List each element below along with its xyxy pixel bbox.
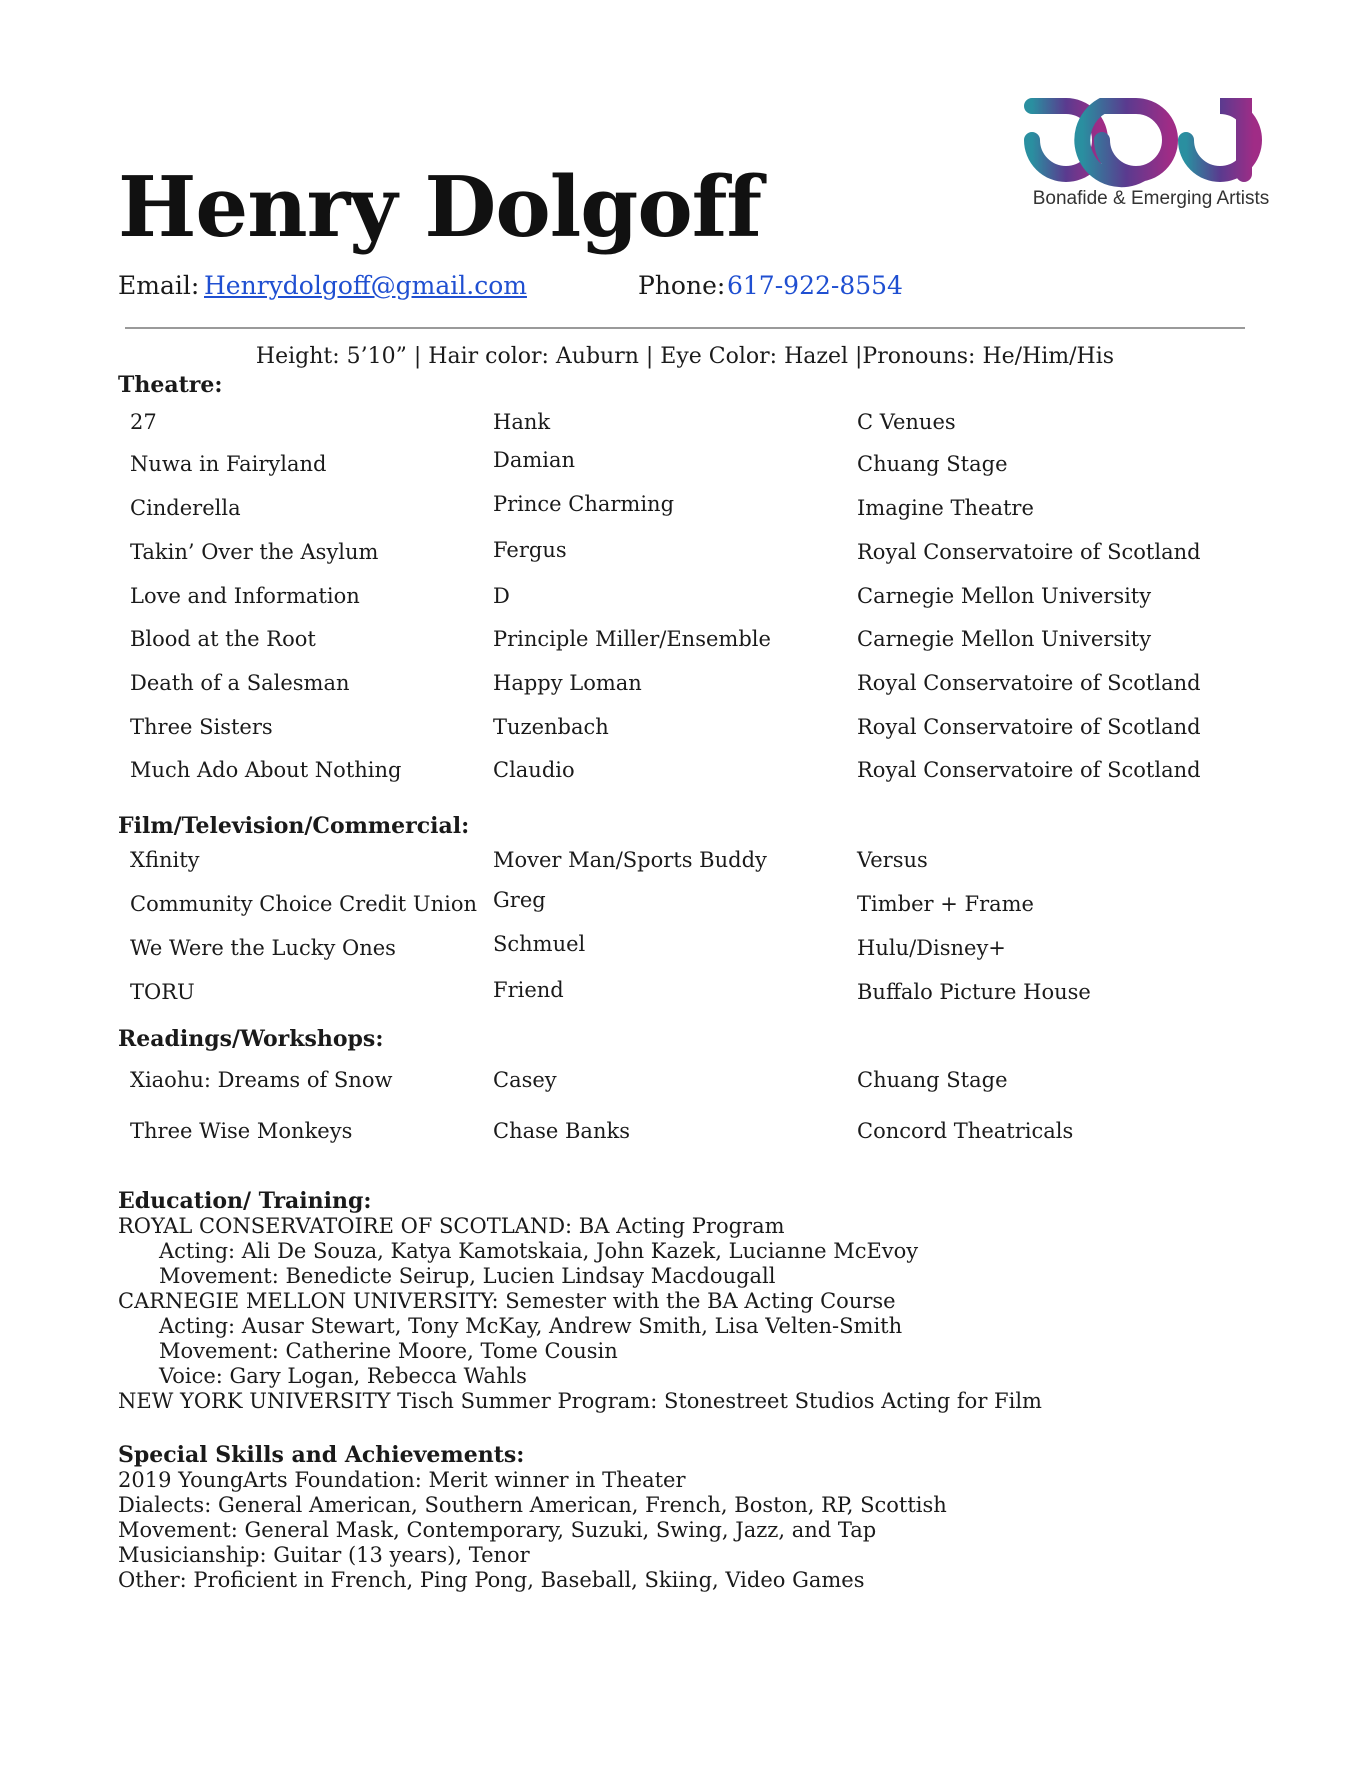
theatre-title: Blood at the Root — [130, 627, 316, 651]
education-line: NEW YORK UNIVERSITY Tisch Summer Program: Stonestreet Studios Acting for Film — [118, 1389, 1042, 1413]
film-role: Greg — [493, 888, 546, 912]
film-title: Xfinity — [130, 848, 200, 872]
film-role: Mover Man/Sports Buddy — [493, 848, 767, 872]
education-line: ROYAL CONSERVATOIRE OF SCOTLAND: BA Acting Program — [118, 1214, 785, 1238]
reading-company: Concord Theatricals — [857, 1119, 1074, 1143]
film-heading: Film/Television/Commercial: — [118, 813, 470, 839]
film-company: Versus — [857, 848, 928, 872]
skills-line: Dialects: General American, Southern American, French, Boston, RP, Scottish — [118, 1493, 947, 1517]
email-link[interactable]: Henrydolgoff@gmail.com — [204, 271, 527, 300]
education-line: CARNEGIE MELLON UNIVERSITY: Semester with the BA Acting Course — [118, 1289, 896, 1313]
education-line: Acting: Ausar Stewart, Tony McKay, Andrew Smith, Lisa Velten-Smith — [159, 1314, 903, 1338]
bea-wordmark — [1032, 54, 1254, 179]
theatre-role: Happy Loman — [493, 671, 642, 695]
film-role: Schmuel — [493, 932, 586, 956]
email-label: Email: — [118, 271, 200, 300]
skills-line: Other: Proficient in French, Ping Pong, Baseball, Skiing, Video Games — [118, 1568, 865, 1592]
theatre-venue: Royal Conservatoire of Scotland — [857, 540, 1201, 564]
physical-stats: Height: 5’10” | Hair color: Auburn | Eye Color: Hazel |Pronouns: He/Him/His — [255, 344, 1115, 369]
film-title: We Were the Lucky Ones — [130, 936, 396, 960]
education-line: Movement: Benedicte Seirup, Lucien Lindsay Macdougall — [159, 1264, 776, 1288]
theatre-title: Much Ado About Nothing — [130, 758, 402, 782]
education-line: Acting: Ali De Souza, Katya Kamotskaia, John Kazek, Lucianne McEvoy — [159, 1239, 919, 1263]
bea-tagline: Bonafide & Emerging Artists — [1032, 188, 1270, 209]
education-heading: Education/ Training: — [118, 1188, 372, 1214]
reading-title: Three Wise Monkeys — [130, 1119, 353, 1143]
film-title: TORU — [130, 980, 195, 1004]
reading-title: Xiaohu: Dreams of Snow — [130, 1068, 393, 1092]
theatre-venue: Chuang Stage — [857, 452, 1008, 476]
theatre-title: Three Sisters — [130, 715, 273, 739]
theatre-role: Damian — [493, 448, 576, 472]
theatre-title: Nuwa in Fairyland — [130, 452, 327, 476]
film-title: Community Choice Credit Union — [130, 892, 478, 916]
film-company: Buffalo Picture House — [857, 980, 1091, 1004]
theatre-venue: Carnegie Mellon University — [857, 584, 1152, 608]
theatre-role: Fergus — [493, 538, 567, 562]
theatre-role: Tuzenbach — [493, 715, 609, 739]
film-company: Hulu/Disney+ — [857, 936, 1006, 960]
theatre-venue: Royal Conservatoire of Scotland — [857, 715, 1201, 739]
reading-company: Chuang Stage — [857, 1068, 1008, 1092]
theatre-venue: Royal Conservatoire of Scotland — [857, 671, 1201, 695]
phone-number: 617-922-8554 — [727, 271, 903, 300]
skills-heading: Special Skills and Achievements: — [118, 1442, 525, 1468]
theatre-role: Hank — [493, 410, 551, 434]
theatre-title: Death of a Salesman — [130, 671, 350, 695]
phone-label: Phone: — [638, 271, 726, 300]
theatre-title: Cinderella — [130, 496, 241, 520]
theatre-title: Love and Information — [130, 584, 360, 608]
theatre-role: Prince Charming — [493, 492, 675, 516]
skills-line: Movement: General Mask, Contemporary, Suzuki, Swing, Jazz, and Tap — [118, 1518, 877, 1542]
theatre-role: D — [493, 584, 510, 608]
divider — [125, 327, 1245, 329]
reading-role: Casey — [493, 1068, 557, 1092]
education-line: Movement: Catherine Moore, Tome Cousin — [159, 1339, 618, 1363]
education-line: Voice: Gary Logan, Rebecca Wahls — [159, 1364, 527, 1388]
theatre-venue: Imagine Theatre — [857, 496, 1034, 520]
film-role: Friend — [493, 978, 564, 1002]
theatre-role: Principle Miller/Ensemble — [493, 627, 771, 651]
reading-role: Chase Banks — [493, 1119, 630, 1143]
skills-line: 2019 YoungArts Foundation: Merit winner in Theater — [118, 1468, 686, 1492]
theatre-venue: Carnegie Mellon University — [857, 627, 1152, 651]
readings-heading: Readings/Workshops: — [118, 1026, 384, 1052]
theatre-heading: Theatre: — [118, 372, 223, 398]
skills-line: Musicianship: Guitar (13 years), Tenor — [118, 1543, 530, 1567]
film-company: Timber + Frame — [857, 892, 1034, 916]
theatre-venue: Royal Conservatoire of Scotland — [857, 758, 1201, 782]
bea-logo — [1016, 44, 1286, 214]
theatre-title: Takin’ Over the Asylum — [130, 540, 379, 564]
theatre-venue: C Venues — [857, 410, 956, 434]
theatre-role: Claudio — [493, 758, 575, 782]
candidate-name: Henry Dolgoff — [118, 158, 762, 256]
theatre-title: 27 — [130, 410, 157, 434]
